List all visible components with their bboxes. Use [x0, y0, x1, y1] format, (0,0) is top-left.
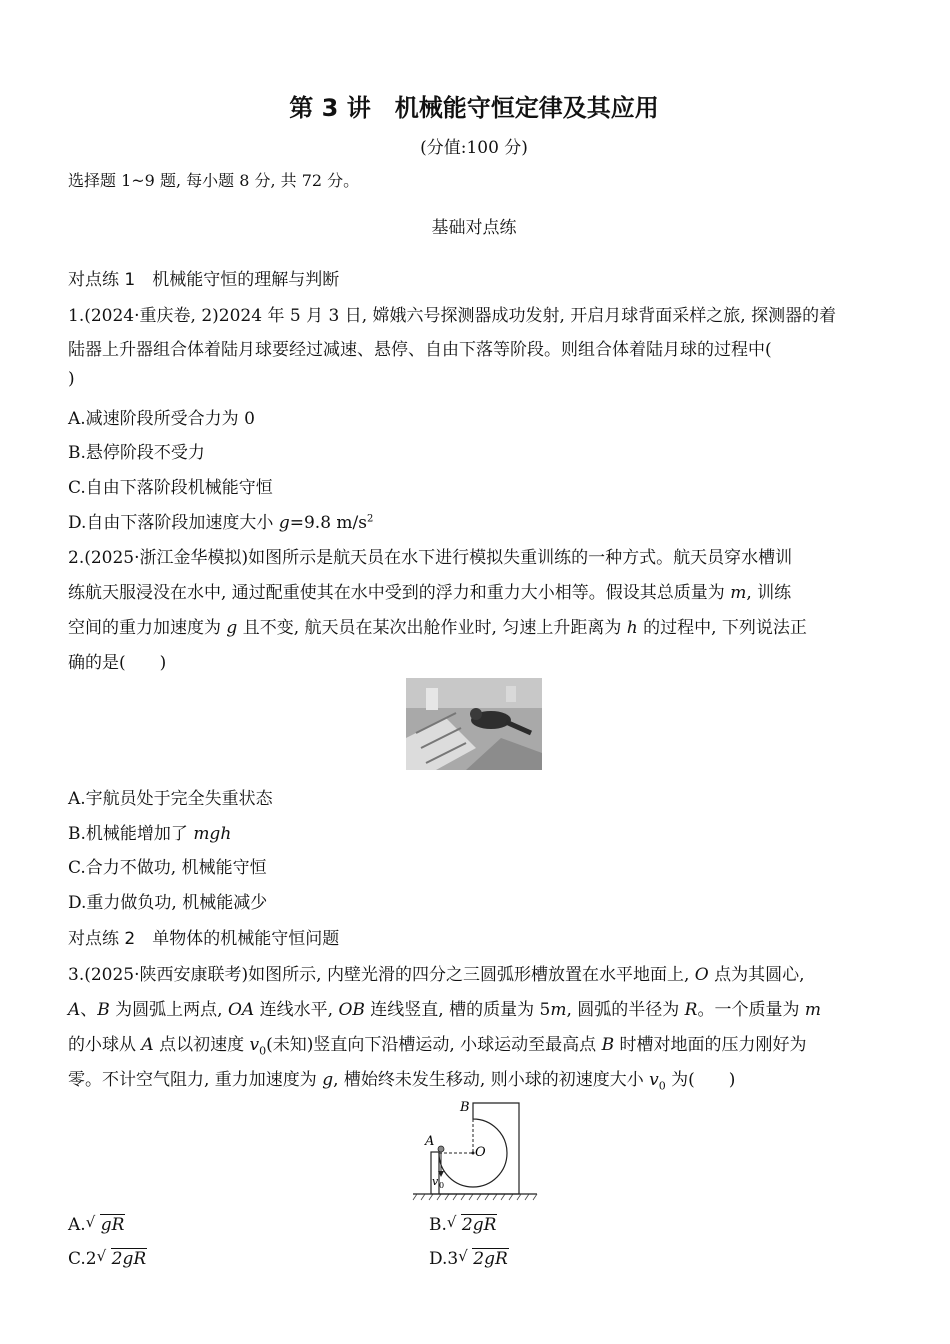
q3-option-d	[429, 1249, 509, 1269]
subscript-0: 0	[658, 1079, 666, 1093]
q1-stem-line-3: )	[68, 369, 75, 389]
radical-sign-icon: √ 2gR	[96, 1247, 147, 1269]
var-m: m	[730, 583, 747, 603]
q2-text: 空间的重力加速度为	[68, 618, 227, 638]
q2-option-a: A.宇航员处于完全失重状态	[68, 789, 273, 809]
q2-text: 练航天服浸没在水中, 通过配重使其在水中受到的浮力和重力大小相等。假设其总质量为	[68, 583, 731, 603]
q3-text: (未知)竖直向下沿槽运动, 小球运动至最高点	[266, 1035, 602, 1055]
q2-stem-line-1: 2.(2025·浙江金华模拟)如图所示是航天员在水下进行模拟失重训练的一种方式。航天员穿水槽训	[68, 548, 793, 568]
q3-option-b-label: B.	[429, 1215, 447, 1235]
score-note: (分值:100 分)	[420, 138, 528, 158]
var-A: A	[141, 1035, 154, 1055]
q1-stem-line-1: 1.(2024·重庆卷, 2)2024 年 5 月 3 日, 嫦娥六号探测器成功发射, 开启月球背面采样之旅, 探测器的着	[68, 306, 837, 326]
q3-text: 为圆弧上两点,	[109, 1000, 228, 1020]
q1-stem-line-2: 陆器上升器组合体着陆月球要经过减速、悬停、自由下落等阶段。则组合体着陆月球的过程中(	[68, 340, 772, 360]
q3-option-b	[429, 1215, 497, 1235]
intro-text: 选择题 1~9 题, 每小题 8 分, 共 72 分。	[68, 171, 360, 190]
subscript-0: 0	[259, 1044, 267, 1058]
q3-stem-line-1	[68, 960, 805, 985]
astronaut-training-photo	[406, 678, 542, 770]
var-v: v	[249, 1035, 260, 1055]
q3-option-d-label: D.3	[429, 1249, 459, 1269]
q1-option-d	[68, 508, 373, 533]
label-v: v	[432, 1175, 439, 1188]
photo-illustration	[406, 678, 542, 770]
var-mgh: mgh	[193, 824, 232, 844]
radical-sign-icon: √ 2gR	[446, 1213, 497, 1235]
var-OA: OA	[228, 1000, 255, 1020]
q3-text: 时槽对地面的压力刚好为	[614, 1035, 807, 1055]
q1-option-b: B.悬停阶段不受力	[68, 443, 205, 463]
q3-text: 连线竖直, 槽的质量为 5	[364, 1000, 551, 1020]
var-B: B	[97, 1000, 110, 1020]
radical-sign-icon: √ gR	[85, 1213, 125, 1235]
label-A: A	[425, 1134, 435, 1149]
q1-option-d-text: D.自由下落阶段加速度大小	[68, 513, 279, 533]
q2-text: 的过程中, 下列说法正	[637, 618, 807, 638]
radicand: gR	[100, 1215, 125, 1235]
q3-text: , 圆弧的半径为	[566, 1000, 685, 1020]
var-OB: OB	[338, 1000, 365, 1020]
q3-text: 连线水平,	[254, 1000, 339, 1020]
q3-option-c	[68, 1249, 147, 1269]
q2-option-b	[68, 819, 231, 844]
q3-text: , 槽始终未发生移动, 则小球的初速度大小	[333, 1070, 650, 1090]
groove-figure	[411, 1097, 541, 1201]
section-heading: 基础对点练	[431, 218, 517, 238]
var-g: g	[278, 513, 290, 533]
subsection-2-heading: 对点练 2 单物体的机械能守恒问题	[68, 929, 340, 949]
radicand: 2gR	[473, 1249, 508, 1269]
q2-option-b-text: B.机械能增加了	[68, 824, 194, 844]
label-O: O	[475, 1145, 486, 1160]
q1-option-c: C.自由下落阶段机械能守恒	[68, 478, 273, 498]
subsection-1-heading: 对点练 1 机械能守恒的理解与判断	[68, 270, 340, 290]
q2-stem-line-2	[68, 578, 791, 603]
q3-text: 点以初速度	[153, 1035, 250, 1055]
var-A: A	[68, 1000, 81, 1020]
radicand: 2gR	[461, 1215, 497, 1235]
q3-option-a	[68, 1215, 125, 1235]
var-v: v	[649, 1070, 659, 1090]
q3-stem-line-2	[68, 995, 821, 1020]
q3-text: 零。不计空气阻力, 重力加速度为	[68, 1070, 323, 1090]
q3-text: 、	[80, 1000, 98, 1020]
q1-option-d-exponent: 2	[367, 513, 374, 525]
q3-text: 点为其圆心,	[708, 965, 805, 985]
q2-text: , 训练	[746, 583, 792, 603]
q2-option-d: D.重力做负功, 机械能减少	[68, 893, 268, 913]
radical-sign-icon: √ 2gR	[458, 1247, 508, 1269]
q3-text: 。一个质量为	[697, 1000, 805, 1020]
q2-text: 且不变, 航天员在某次出舱作业时, 匀速上升距离为	[237, 618, 627, 638]
var-g: g	[322, 1070, 334, 1090]
page-title: 第 3 讲 机械能守恒定律及其应用	[289, 94, 659, 122]
var-m: m	[550, 1000, 567, 1020]
label-v-sub: 0	[439, 1181, 445, 1190]
q2-option-c: C.合力不做功, 机械能守恒	[68, 858, 267, 878]
var-R: R	[684, 1000, 698, 1020]
var-g: g	[226, 618, 238, 638]
q1-option-d-value: =9.8 m/s	[289, 513, 367, 533]
q3-stem-line-3	[68, 1030, 807, 1057]
q3-text: 的小球从	[68, 1035, 142, 1055]
label-B: B	[460, 1100, 470, 1115]
radicand: 2gR	[111, 1249, 147, 1269]
var-m: m	[804, 1000, 821, 1020]
var-B: B	[601, 1035, 615, 1055]
q3-text: 为( )	[665, 1070, 736, 1090]
var-O: O	[694, 965, 709, 985]
groove-diagram	[411, 1097, 541, 1206]
q3-stem-line-4	[68, 1065, 735, 1092]
q3-option-a-label: A.	[68, 1215, 86, 1235]
q2-stem-line-3	[68, 613, 807, 638]
q1-option-a: A.减速阶段所受合力为 0	[68, 409, 255, 429]
q3-text: 3.(2025·陕西安康联考)如图所示, 内壁光滑的四分之三圆弧形槽放置在水平地面上,	[68, 965, 695, 985]
var-h: h	[626, 618, 638, 638]
q3-option-c-label: C.2	[68, 1249, 97, 1269]
q2-stem-line-4: 确的是( )	[68, 653, 167, 673]
